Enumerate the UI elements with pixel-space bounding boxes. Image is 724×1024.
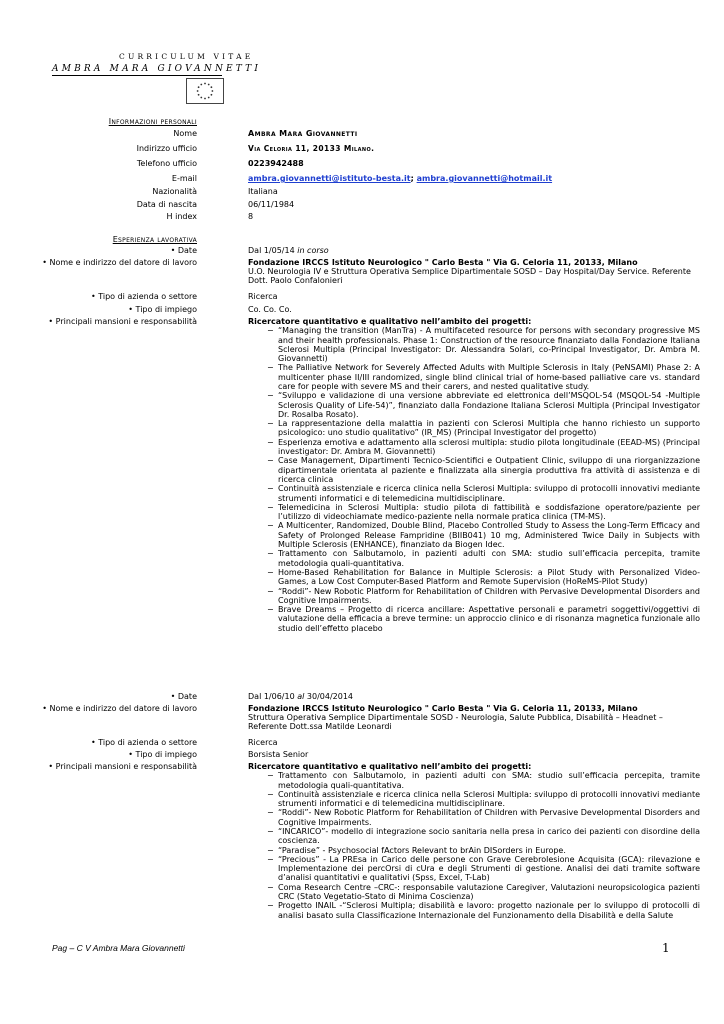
duties-title: Ricercatore quantitativo e qualitativo nell’ambito dei progetti:	[248, 317, 532, 326]
employer-desc: U.O. Neurologia IV e Struttura Operativa Semplice Dipartimentale SOSD – Day Hospital/Day Service. Referente Dott. Paolo Confalonieri	[248, 267, 691, 286]
field-value: 8	[248, 212, 254, 221]
contract-label: • Tipo di impiego	[128, 750, 197, 759]
list-item: − Esperienza emotiva e adattamento alla sclerosi multipla: studio pilota longitudinale (EEAD-MS) (Principal investigator: Dr. Ambra M. Giovannetti)	[248, 438, 700, 457]
list-item: − Brave Dreams – Progetto di ricerca ancillare: Aspettative personali e parametri soggettivi/oggettivi di valutazione della efficacia a breve termine: un approccio clinico e di risonanza magnetica funzionale allo studio dell’effetto placebo	[248, 605, 700, 633]
date-start: Dal 1/05/14	[248, 246, 295, 255]
list-item: − “Sviluppo e validazione di una versione abbreviate ed elettronica dell’MSQOL-54 (MSQOL-54 -Multiple Sclerosis Quality of Life-54)”, finanziato dalla Fondazione Italiana Sclerosi Multipla (Principal Investigator Dr. Rosalba Rosato).	[248, 391, 700, 419]
date-value	[248, 246, 700, 255]
date-start: Dal 1/06/10	[248, 692, 295, 701]
list-item: − Continuità assistenziale e ricerca clinica nella Sclerosi Multipla: sviluppo di protocolli innovativi mediante strumenti informatici e di telemedicina multidisciplinare.	[248, 790, 700, 809]
list-item: − A Multicenter, Randomized, Double Blind, Placebo Controlled Study to Assess the Long-Term Efficacy and Safety of Prolonged Release Fampridine (BIIB041) 10 mg, Administered Twice Daily in Subjects with Multiple Sclerosis (ENHANCE), finanziato da Biogen Idec.	[248, 521, 700, 549]
field-label: E-mail	[171, 174, 197, 183]
date-end: 30/04/2014	[306, 692, 353, 701]
header-divider	[52, 75, 222, 76]
field-value: Ambra Mara Giovannetti	[248, 129, 358, 138]
list-item: − Trattamento con Salbutamolo, in pazienti adulti con SMA: studio sull’efficacia percepita, tramite metodologia quali-quantitativa.	[248, 771, 700, 790]
project-list	[248, 771, 700, 920]
list-item: − Continuità assistenziale e ricerca clinica nella Sclerosi Multipla: sviluppo di protocolli innovativi mediante strumenti informatici e di telemedicina multidisciplinare.	[248, 484, 700, 503]
list-item: − Home-Based Rehabilitation for Balance in Multiple Sclerosis: a Pilot Study with Personalized Video-Games, a Low Cost Computer-Based Platform and Remote Supervision (HoReMS-Pilot Study)	[248, 568, 700, 587]
date-connector: al	[294, 692, 307, 701]
duties-label: • Principali mansioni e responsabilità	[48, 762, 197, 771]
date-label: • Date	[170, 692, 197, 701]
type-label: • Tipo di azienda o settore	[90, 738, 197, 747]
list-item: − “Roddi”- New Robotic Platform for Rehabilitation of Children with Pervasive Developmental Disorders and Cognitive Impairments.	[248, 808, 700, 827]
duties-value	[248, 317, 700, 633]
duties-label: • Principali mansioni e responsabilità	[48, 317, 197, 326]
project-list	[248, 326, 700, 633]
experience-section-title: Esperienza lavorativa	[112, 235, 197, 244]
field-label: Telefono ufficio	[136, 159, 197, 168]
page-footer-label: Pag – C V Ambra Mara Giovannetti	[52, 943, 185, 953]
page-number: 1	[662, 941, 670, 955]
field-label: H index	[166, 212, 197, 221]
employer-label: • Nome e indirizzo del datore di lavoro	[42, 258, 197, 267]
field-value: Italiana	[248, 187, 278, 196]
employer-value	[248, 258, 700, 286]
employer-desc: Struttura Operativa Semplice Dipartimentale SOSD - Neurologia, Salute Pubblica, Disabilità – Headnet – Referente Dott.ssa Matilde Leonardi	[248, 713, 663, 732]
list-item: − “Paradise” - Psychosocial fActors Relevant to brAin DISorders in Europe.	[248, 846, 700, 855]
email-link-2[interactable]: ambra.giovannetti@hotmail.it	[416, 174, 553, 183]
eu-flag-icon	[186, 78, 224, 104]
field-label: Nazionalità	[152, 187, 197, 196]
cv-owner-name: AMBRA MARA GIOVANNETTI	[52, 64, 262, 74]
list-item: − La rappresentazione della malattia in pazienti con Sclerosi Multipla che hanno richiesto un supporto psicologico: uno studio qualitativo” (IR_MS) (Principal Investigator del progetto)	[248, 419, 700, 438]
list-item: − “Managing the transition (ManTra) - A multifaceted resource for persons with secondary progressive MS and their health professionals. Phase 1: Construction of the resource finanziato dalla Fondazione Italiana Sclerosi Multipla (Principal Investigator: Dr. Alessandra Solari, co-Principal Investigator, Dr. Ambra M. Giovannetti)	[248, 326, 700, 363]
email-separator: ;	[410, 174, 417, 183]
cv-title: CURRICULUM VITAE	[119, 52, 254, 61]
duties-value	[248, 762, 700, 920]
type-value: Ricerca	[248, 738, 278, 747]
list-item: − Progetto INAIL -“Sclerosi Multipla; disabilità e lavoro: progetto nazionale per lo sviluppo di protocolli di analisi basato sulla Classificazione Internazionale del Funzionamento della Disabilità e della Salute	[248, 901, 700, 920]
employer-name: Fondazione IRCCS Istituto Neurologico " Carlo Besta " Via G. Celoria 11, 20133, Milano	[248, 258, 638, 267]
field-value: 06/11/1984	[248, 200, 295, 209]
cv-header	[52, 52, 261, 74]
list-item: − Trattamento con Salbutamolo, in pazienti adulti con SMA: studio sull’efficacia percepita, tramite metodologia quali-quantitativa.	[248, 549, 700, 568]
field-value: Via Celoria 11, 20133 Milano.	[248, 144, 375, 153]
date-status: in corso	[294, 246, 329, 255]
duties-title: Ricercatore quantitativo e qualitativo nell’ambito dei progetti:	[248, 762, 532, 771]
field-label: Data di nascita	[136, 200, 197, 209]
contract-label: • Tipo di impiego	[128, 305, 197, 314]
field-label: Indirizzo ufficio	[136, 144, 197, 153]
field-value: 0223942488	[248, 159, 304, 168]
list-item: − Telemedicina in Sclerosi Multipla: studio pilota di fattibilità e soddisfazione operatore/paziente per l’utilizzo di videochiamate medico-paziente nella normale pratica clinica (TM-MS).	[248, 503, 700, 522]
list-item: − “Precious” - La PREsa in Carico delle persone con Grave Cerebrolesione Acquisita (GCA): rilevazione e Implementazione dei percOrsi di cUra e degli Strumenti di gestione. Analisi dei dati tramite software d’analisi quantitativi e qualitativi (Spss, Excel, T-Lab)	[248, 855, 700, 883]
field-value	[248, 174, 700, 183]
list-item: − Coma Research Centre –CRC-: responsabile valutazione Caregiver, Valutazioni neuropsicologica pazienti CRC (Stato Vegetatio-Stato di Minima Coscienza)	[248, 883, 700, 902]
contract-value: Borsista Senior	[248, 750, 309, 759]
list-item: − Case Management, Dipartimenti Tecnico-Scientifici e Outpatient Clinic, sviluppo di una riorganizzazione dipartimentale orientata al paziente e finalizzata alla sinergia produttiva fra attività di assistenza e di ricerca clinica	[248, 456, 700, 484]
date-value	[248, 692, 700, 701]
employer-value	[248, 704, 700, 732]
list-item: − The Palliative Network for Severely Affected Adults with Multiple Sclerosis in Italy (PeNSAMI) Phase 2: A multicenter phase II/III randomized, single blind clinical trial of home-based palliative care vs. standard care for people with severe MS and their carers, and nested qualitative study.	[248, 363, 700, 391]
employer-label: • Nome e indirizzo del datore di lavoro	[42, 704, 197, 713]
personal-section-title: Informazioni personali	[108, 117, 197, 126]
employer-name: Fondazione IRCCS Istituto Neurologico " Carlo Besta " Via G. Celoria 11, 20133, Milano	[248, 704, 638, 713]
date-label: • Date	[170, 246, 197, 255]
email-link-1[interactable]: ambra.giovannetti@istituto-besta.it	[248, 174, 411, 183]
type-label: • Tipo di azienda o settore	[90, 292, 197, 301]
list-item: − “INCARICO”- modello di integrazione socio sanitaria nella presa in carico dei pazienti con disordine della coscienza.	[248, 827, 700, 846]
field-label: Nome	[173, 129, 197, 138]
list-item: − “Roddi”- New Robotic Platform for Rehabilitation of Children with Pervasive Developmental Disorders and Cognitive Impairments.	[248, 587, 700, 606]
type-value: Ricerca	[248, 292, 278, 301]
contract-value: Co. Co. Co.	[248, 305, 292, 314]
